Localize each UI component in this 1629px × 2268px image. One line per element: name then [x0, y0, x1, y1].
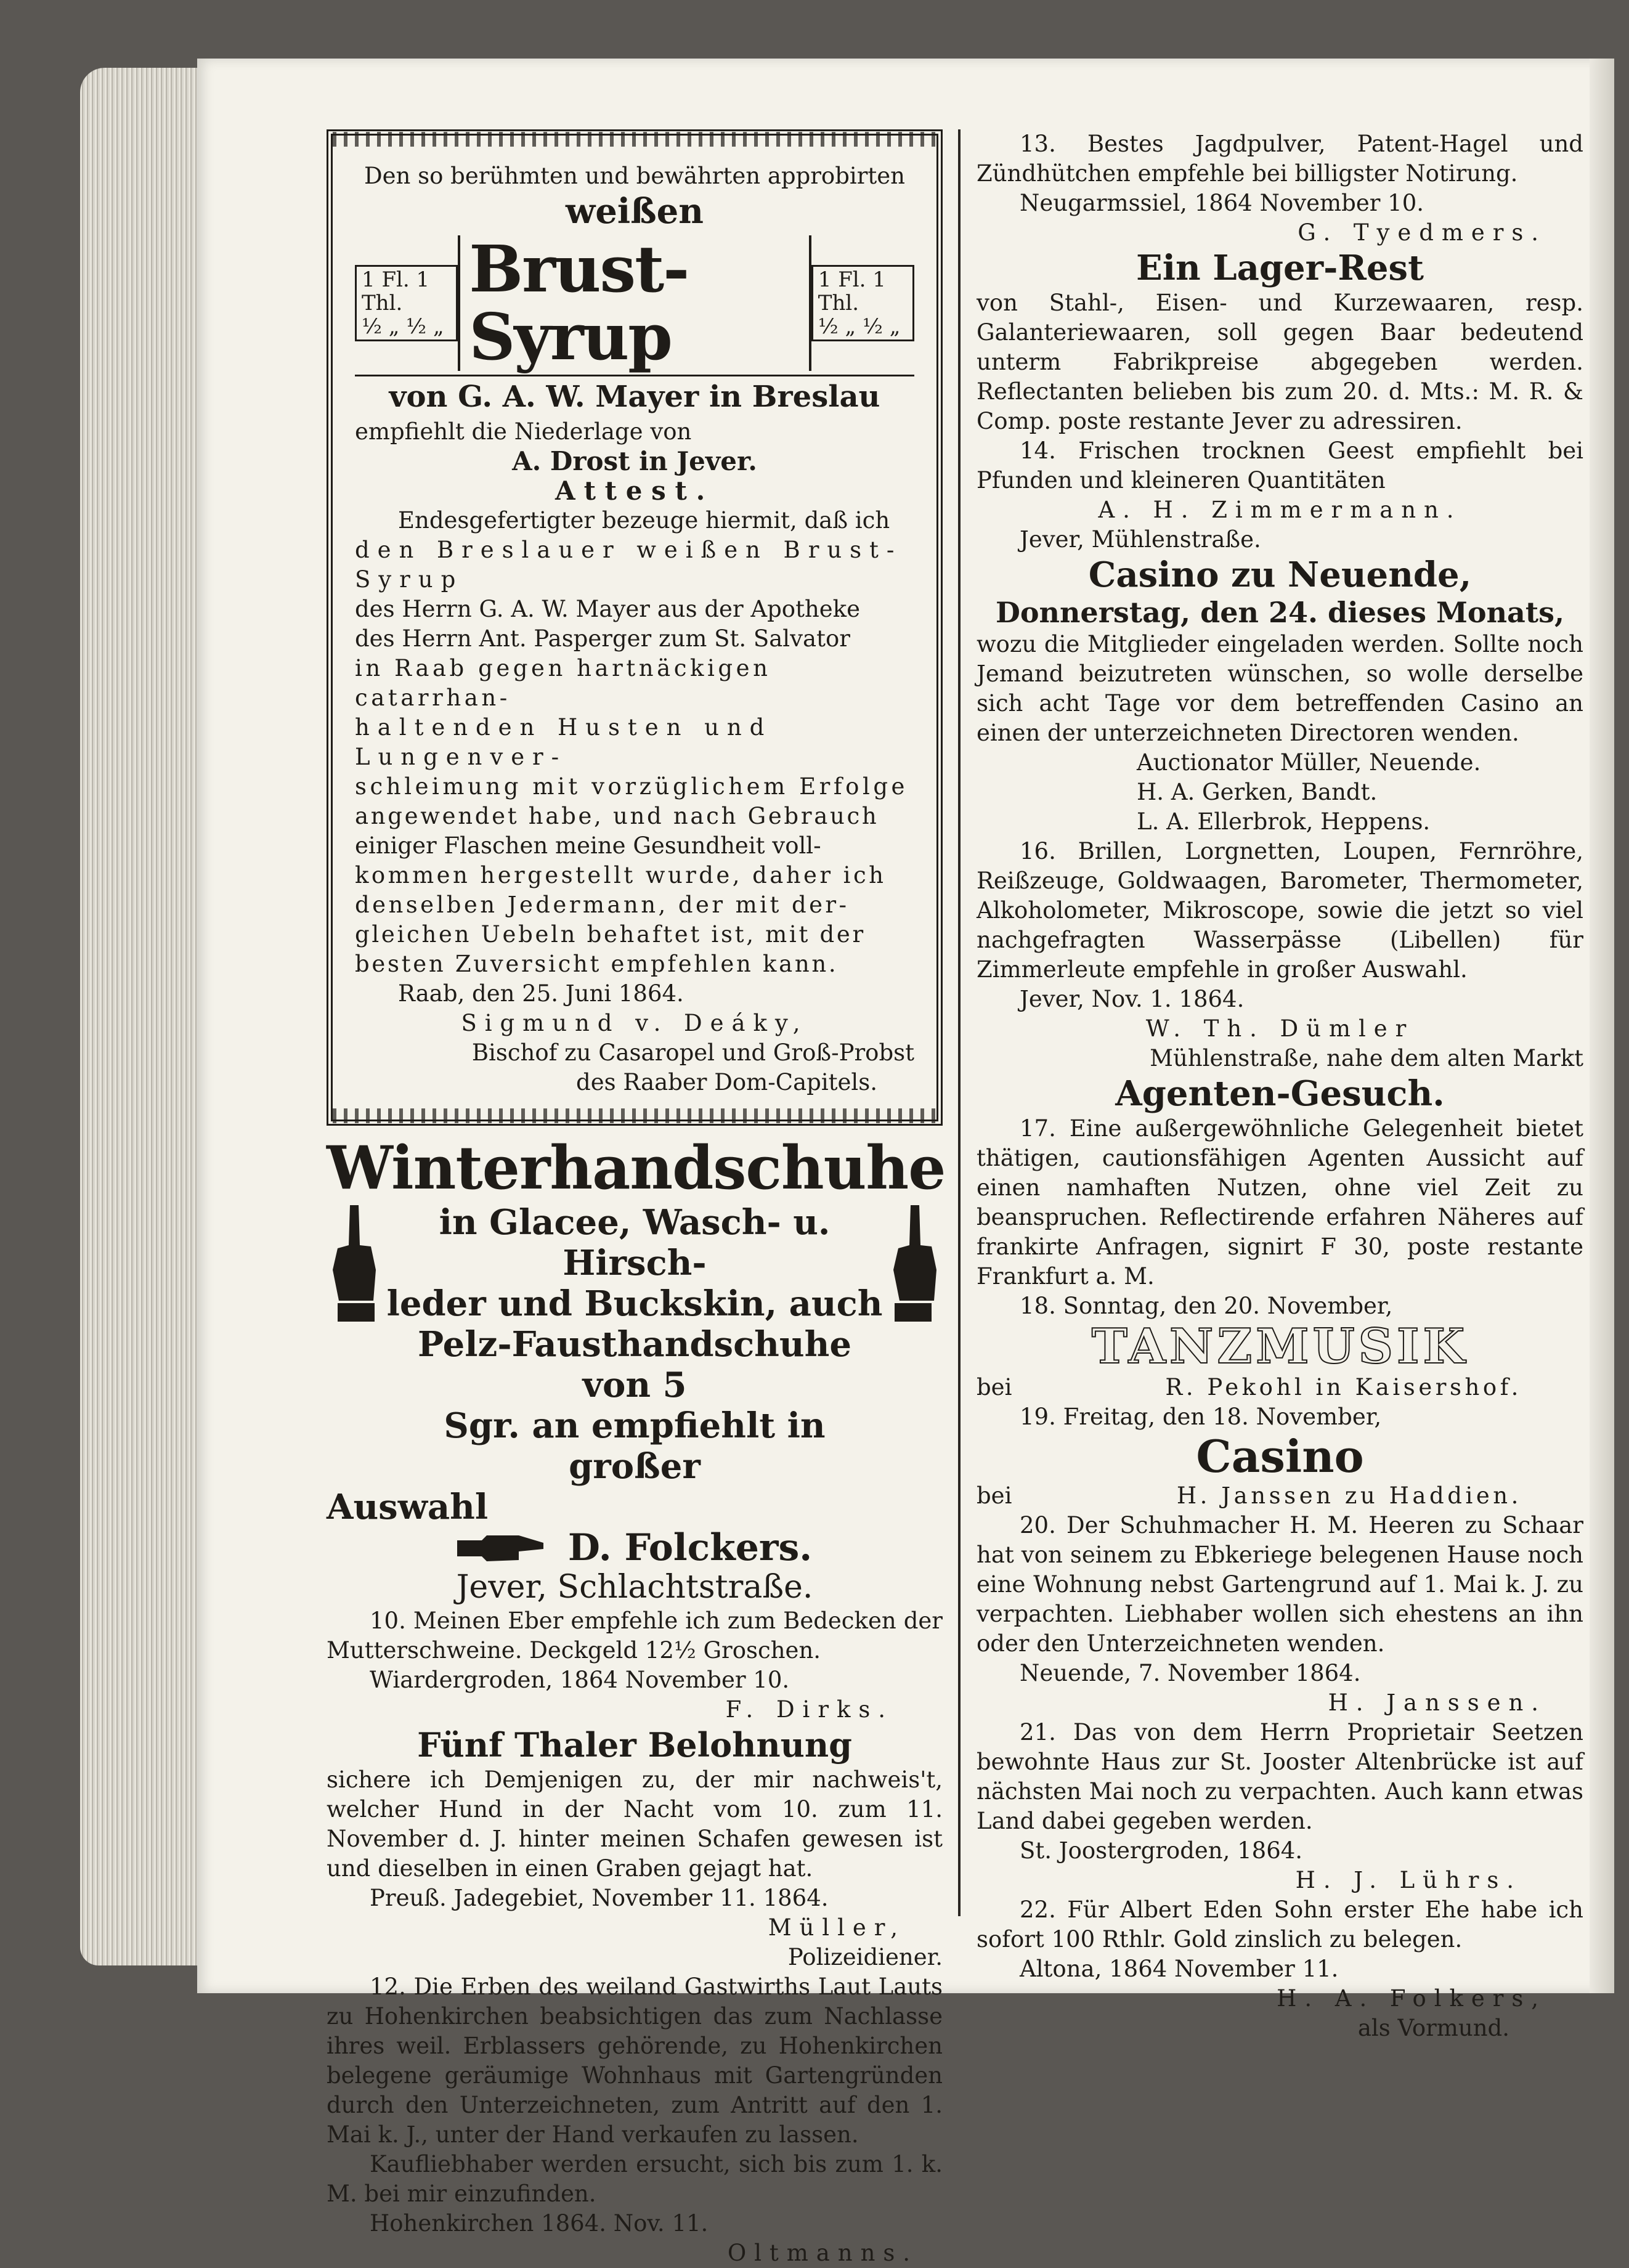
ad-22-sign: H. A. Folkers, [1277, 1985, 1546, 2012]
attest-text [355, 506, 914, 979]
reward-sign: Müller, [768, 1914, 906, 1941]
ad-14-place: Jever, Mühlenstraße. [1020, 526, 1261, 553]
winter-sign: D. Folckers. [567, 1526, 813, 1569]
attest-signer-title2: des Raaber Dom-Capitels. [576, 1069, 877, 1095]
attest-line: schleimung mit vorzüglichem Erfolge [355, 773, 909, 800]
ad-21-sign: H. J. Lührs. [1295, 1867, 1522, 1893]
attest-line: denselben Jedermann, der mit der- [355, 892, 850, 918]
ad-18-name: R. Pekohl in Kaisershof. [1165, 1374, 1522, 1400]
reward-text: sichere ich Demjenigen zu, der mir nachweis't, welcher Hund in der Nacht vom 10. zum 11. November d. J. hinter meinen Schafen gewesen ist und dieselben in einen Graben gejagt hat. [327, 1766, 943, 1882]
ad-21-text: 21. Das von dem Herrn Proprietair Seetzen bewohnte Haus zur St. Jooster Altenbrücke ist auf nächsten Mai noch zu verpachten. Auch kann etwas Land dabei gegeben werden. [977, 1719, 1583, 1834]
attest-line: kommen hergestellt wurde, daher ich [355, 862, 887, 888]
winter-line: Pelz-Fausthandschuhe von 5 [418, 1324, 851, 1405]
ad-13-text: 13. Bestes Jagdpulver, Patent-Hagel und Zündhütchen empfehle bei billigster Notirung. [977, 131, 1583, 187]
lager-rest-title: Ein Lager-Rest [1136, 248, 1424, 288]
brust-syrup-title: Brust-Syrup [458, 235, 811, 371]
attest-line: den Breslauer weißen Brust-Syrup [355, 537, 903, 593]
ad-20-text: 20. Der Schuhmacher H. M. Heeren zu Schaar hat von seinem zu Ebkeriege belegenen Hause noch eine Wohnung nebst Gartengrund auf 1. Mai k. J. zu verpachten. Liebhaber wollen sich ehestens an ihn oder den Unterzeichneten wenden. [977, 1512, 1583, 1657]
pointing-hand-up-left-icon [327, 1202, 382, 1325]
casino-neuende-date: Donnerstag, den 24. dieses Monats, [995, 596, 1565, 629]
page-right-edge [1590, 59, 1614, 1993]
winter-line: leder und Buckskin, auch [386, 1283, 883, 1324]
attest-place-date: Raab, den 25. Juni 1864. [398, 980, 684, 1007]
ad-19-name: H. Janssen zu Haddien. [1176, 1482, 1522, 1509]
lager-rest-text: von Stahl-, Eisen- und Kurzewaaren, resp. Galanteriewaaren, soll gegen Baar bedeutend unterm Fabrikpreise abgegeben werden. Reflectanten belieben bis zum 20. d. Mts.: M. R. & Comp. poste restante Jever zu adressiren. [977, 290, 1583, 434]
attest-line: Endesgefertigter bezeuge hiermit, daß ich [398, 507, 890, 534]
price-box-right [811, 265, 914, 341]
ad-22-place: Altona, 1864 November 11. [1020, 1956, 1339, 1982]
attest-heading: Attest. [555, 476, 714, 506]
ad-19-bei-row [977, 1481, 1583, 1511]
winter-line: Sgr. an empfiehlt in großer [444, 1405, 826, 1487]
attest-signer: Sigmund v. Deáky, [461, 1010, 808, 1036]
winter-sign-row [327, 1527, 943, 1568]
price-box-left [355, 265, 458, 341]
price-right-top: 1 Fl. 1 Thl. [818, 267, 886, 315]
attest-line: gleichen Uebeln behaftet ist, mit der [355, 921, 866, 948]
ad-18-bei-row [977, 1373, 1583, 1402]
syrup-row [355, 231, 914, 375]
ad-depot-name: A. Drost in Jever. [512, 446, 757, 476]
ad-16-sign: W. Th. Dümler [1145, 1015, 1415, 1042]
left-column [327, 129, 946, 2268]
attest-signer-title1: Bischof zu Casaropel und Groß-Probst [471, 1039, 914, 1066]
ad-20-place: Neuende, 7. November 1864. [1020, 1660, 1361, 1686]
reward-title: Fünf Thaler Belohnung [417, 1725, 852, 1765]
ad-10-sign: F. Dirks. [725, 1696, 893, 1723]
ad-13-sign: G. Tyedmers. [1298, 219, 1546, 246]
column-rule [958, 129, 961, 1916]
casino-title: Casino [1196, 1430, 1364, 1482]
casino-sign-3: L. A. Ellerbrok, Heppens. [1137, 808, 1431, 835]
ad-maker: von G. A. W. Mayer in Breslau [355, 375, 914, 417]
casino-neuende-title: Casino zu Neuende, [1088, 555, 1472, 595]
ad-18-date: 18. Sonntag, den 20. November, [1020, 1293, 1393, 1319]
agenten-gesuch-text: 17. Eine außergewöhnliche Gelegenheit bietet thätigen, cautionsfähigen Agenten Aussicht auf einen namhaften Nutzen, ohne viel Zeit zu beanspruchen. Reflectirende erfahren Näheres auf frankirte Anfragen, signirt F 30, poste restante Frankfurt a. M. [977, 1115, 1583, 1290]
price-right-bottom: ½ „ ½ „ [818, 314, 901, 339]
price-left-bottom: ½ „ ½ „ [362, 314, 444, 339]
ad-22-text: 22. Für Albert Eden Sohn erster Ehe habe ich sofort 100 Rthlr. Gold zinslich zu belegen. [977, 1896, 1583, 1953]
price-left-top: 1 Fl. 1 Thl. [362, 267, 430, 315]
newspaper-page [197, 59, 1614, 2266]
attest-line: angewendet habe, und nach Gebrauch [355, 803, 879, 829]
ad-10-place: Wiardergroden, 1864 November 10. [370, 1667, 790, 1693]
winter-address: Jever, Schlachtstraße. [456, 1569, 813, 1606]
casino-sign-2: H. A. Gerken, Bandt. [1137, 779, 1378, 805]
ad-16-address: Mühlenstraße, nahe dem alten Markt [1150, 1045, 1583, 1071]
ad-12-text: 12. Die Erben des weiland Gastwirths Laut Lauts zu Hohenkirchen beabsichtigen das zum Nachlasse ihres weil. Erblassers gehörende, zu Hohenkirchen belegene geräumige Wohnhaus mit Gartengründen durch den Unterzeichneten, zum Antritt auf den 1. Mai k. J., unter der Hand verkaufen zu lassen. [327, 1973, 943, 2148]
ad-12-text2: Kaufliebhaber werden ersucht, sich bis zum 1. k. M. bei mir einzufinden. [327, 2151, 943, 2207]
right-column [977, 129, 1583, 2043]
ad-14-sign: A. H. Zimmermann. [1098, 497, 1462, 523]
ad-21-place: St. Joostergroden, 1864. [1020, 1837, 1303, 1864]
ad-19-bei: bei [977, 1482, 1012, 1509]
winterhandschuhe-body [327, 1202, 943, 1487]
ad-14-text: 14. Frischen trocknen Geest empfiehlt bei Pfunden und kleineren Quantitäten [977, 437, 1583, 494]
attest-line: besten Zuversicht empfehlen kann. [355, 951, 839, 977]
ad-weissen: weißen [566, 191, 704, 232]
casino-neuende-text: wozu die Mitglieder eingeladen werden. Sollte noch Jemand beizutreten wünschen, so wolle derselbe sich acht Tage vor dem betreffenden Casino an einen der unterzeichneten Directoren wenden. [977, 631, 1583, 746]
ad-16-text: 16. Brillen, Lorgnetten, Loupen, Fernröhre, Reißzeuge, Goldwaagen, Barometer, Thermometer, Alkoholometer, Mikroscope, sowie die jetzt so viel nachgefragten Wasserpässe (Libellen) für Zimmerleute empfehle in großer Auswahl. [977, 838, 1583, 983]
attest-line: in Raab gegen hartnäckigen catarrhan- [355, 655, 771, 711]
attest-line: haltenden Husten und Lungenver- [355, 714, 773, 770]
attest-line: des Herrn Ant. Pasperger zum St. Salvator [355, 625, 850, 652]
frame-ornament-top [333, 132, 936, 147]
ad-18-bei: bei [977, 1374, 1012, 1400]
ad-12-sign: Oltmanns. [727, 2240, 918, 2266]
ad-19-date: 19. Freitag, den 18. November, [1020, 1404, 1382, 1430]
pointing-hand-right-icon [457, 1529, 550, 1566]
reward-place: Preuß. Jadegebiet, November 11. 1864. [370, 1885, 829, 1911]
book-page-edges [80, 68, 203, 1965]
brust-syrup-advertisement [327, 129, 943, 1126]
casino-sign-1: Auctionator Müller, Neuende. [1137, 749, 1481, 776]
ad-10-text: 10. Meinen Eber empfehle ich zum Bedecken der Mutterschweine. Deckgeld 12½ Groschen. [327, 1608, 943, 1664]
tanzmusik-title: TANZMUSIK [1091, 1319, 1469, 1375]
reward-sign-title: Polizeidiener. [787, 1944, 943, 1970]
pointing-hand-up-right-icon [887, 1202, 943, 1325]
agenten-gesuch-title: Agenten-Gesuch. [1115, 1073, 1445, 1114]
ad-22-sign-title: als Vormund. [1357, 2015, 1509, 2041]
ad-20-sign: H. Janssen. [1328, 1689, 1546, 1716]
winterhandschuhe-title: Winterhandschuhe [327, 1133, 946, 1203]
winter-line: in Glacee, Wasch- u. Hirsch- [439, 1202, 831, 1283]
attest-line: des Herrn G. A. W. Mayer aus der Apotheke [355, 596, 860, 622]
winter-auswahl: Auswahl [327, 1487, 489, 1527]
winterhandschuhe-text [382, 1202, 887, 1487]
attest-line: einiger Flaschen meine Gesundheit voll- [355, 832, 821, 859]
ad-12-place: Hohenkirchen 1864. Nov. 11. [370, 2210, 709, 2237]
ad-depot: empfiehlt die Niederlage von [355, 418, 692, 445]
ad-intro: Den so berühmten und bewährten approbirten [364, 163, 906, 189]
frame-ornament-bottom [333, 1108, 936, 1123]
ad-13-place: Neugarmssiel, 1864 November 10. [1020, 190, 1424, 216]
ad-16-place: Jever, Nov. 1. 1864. [1020, 986, 1245, 1012]
